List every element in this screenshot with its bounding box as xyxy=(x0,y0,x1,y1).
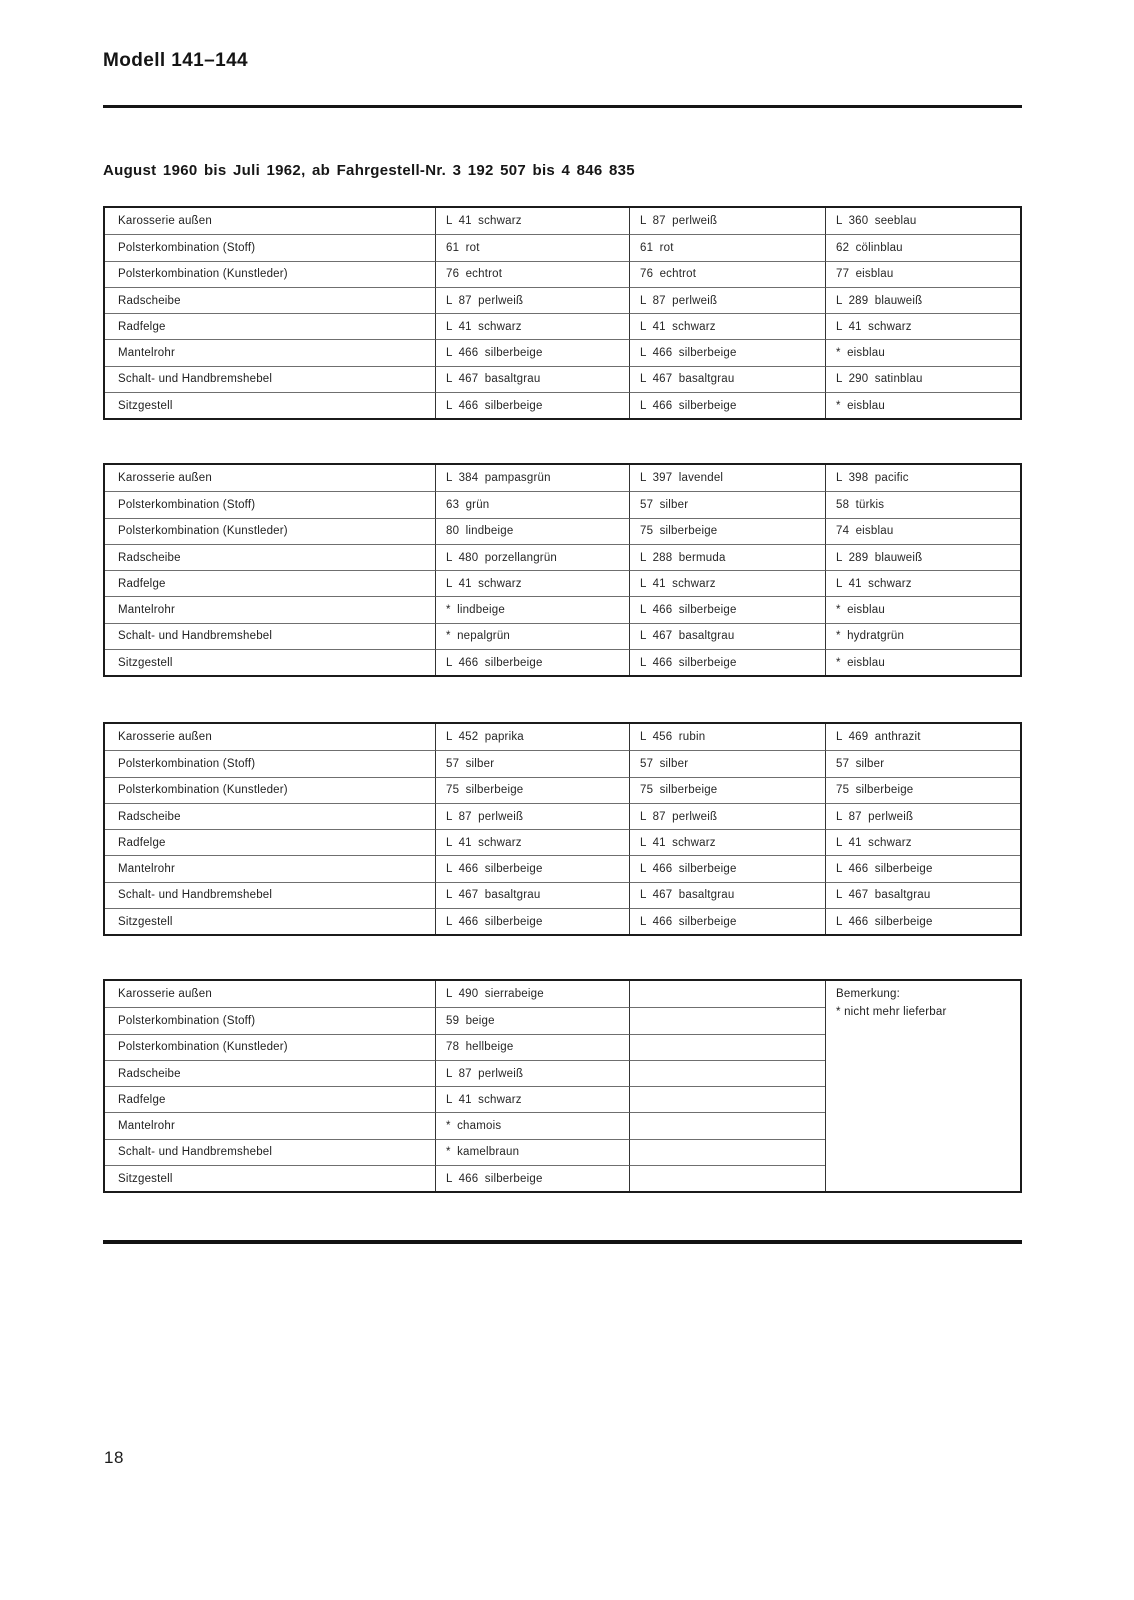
value-cell: 77 eisblau xyxy=(825,261,1020,287)
value-cell: L 41 schwarz xyxy=(435,1086,629,1112)
color-combination-table-4 xyxy=(103,979,1022,1193)
value-cell: 57 silber xyxy=(629,491,825,517)
value-cell: L 452 paprika xyxy=(435,724,629,750)
row-label: Sitzgestell xyxy=(105,1165,435,1191)
row-label: Schalt- und Handbremshebel xyxy=(105,366,435,392)
value-cell: L 87 perlweiß xyxy=(435,1060,629,1086)
value-cell: 75 silberbeige xyxy=(629,777,825,803)
remark-title: Bemerkung: xyxy=(836,988,901,1000)
value-cell: 75 silberbeige xyxy=(629,518,825,544)
value-cell xyxy=(629,1007,825,1033)
row-label: Mantelrohr xyxy=(105,1112,435,1138)
row-label: Polsterkombination (Stoff) xyxy=(105,491,435,517)
value-cell: L 467 basaltgrau xyxy=(825,882,1020,908)
page-header-title: Modell 141–144 xyxy=(103,50,249,71)
value-cell: L 41 schwarz xyxy=(435,570,629,596)
header-rule xyxy=(103,105,1022,108)
value-cell: L 466 silberbeige xyxy=(629,596,825,622)
value-cell: L 469 anthrazit xyxy=(825,724,1020,750)
value-cell: L 466 silberbeige xyxy=(435,392,629,418)
value-cell: L 466 silberbeige xyxy=(629,392,825,418)
value-cell: L 466 silberbeige xyxy=(629,908,825,934)
value-cell: 57 silber xyxy=(629,750,825,776)
value-cell: L 87 perlweiß xyxy=(629,287,825,313)
footer-rule xyxy=(103,1240,1022,1244)
remark-text: * nicht mehr lieferbar xyxy=(836,1005,947,1018)
value-cell: 76 echtrot xyxy=(629,261,825,287)
value-cell: L 467 basaltgrau xyxy=(435,882,629,908)
row-label: Radfelge xyxy=(105,313,435,339)
value-cell xyxy=(629,1165,825,1191)
value-cell: L 41 schwarz xyxy=(629,313,825,339)
value-cell: L 467 basaltgrau xyxy=(435,366,629,392)
value-cell: L 467 basaltgrau xyxy=(629,882,825,908)
value-cell: L 87 perlweiß xyxy=(629,803,825,829)
value-cell: L 467 basaltgrau xyxy=(629,623,825,649)
row-label: Karosserie außen xyxy=(118,731,212,744)
value-cell xyxy=(629,1034,825,1060)
value-cell: L 467 basaltgrau xyxy=(629,366,825,392)
value-cell: 61 rot xyxy=(629,234,825,260)
value-cell: L 466 silberbeige xyxy=(435,1165,629,1191)
row-label: Sitzgestell xyxy=(105,649,435,675)
value-cell: L 41 schwarz xyxy=(435,313,629,339)
value-cell: 76 echtrot xyxy=(435,261,629,287)
row-label: Radscheibe xyxy=(105,287,435,313)
row-label: Radfelge xyxy=(105,829,435,855)
value-cell: L 87 perlweiß xyxy=(825,803,1020,829)
value-cell: L 290 satinblau xyxy=(825,366,1020,392)
row-label: Schalt- und Handbremshebel xyxy=(105,623,435,649)
row-label: Radfelge xyxy=(105,1086,435,1112)
value-cell: L 466 silberbeige xyxy=(825,908,1020,934)
value-cell: 62 cölinblau xyxy=(825,234,1020,260)
value-cell: L 41 schwarz xyxy=(435,208,629,234)
row-label: Polsterkombination (Stoff) xyxy=(105,1007,435,1033)
value-cell xyxy=(629,1139,825,1165)
value-cell: 74 eisblau xyxy=(825,518,1020,544)
value-cell: L 41 schwarz xyxy=(825,829,1020,855)
value-cell: L 480 porzellangrün xyxy=(435,544,629,570)
row-label: Polsterkombination (Kunstleder) xyxy=(105,777,435,803)
row-label: Schalt- und Handbremshebel xyxy=(105,882,435,908)
value-cell: L 41 schwarz xyxy=(435,829,629,855)
row-label: Schalt- und Handbremshebel xyxy=(105,1139,435,1165)
row-label: Polsterkombination (Kunstleder) xyxy=(105,1034,435,1060)
row-label: Polsterkombination (Kunstleder) xyxy=(105,261,435,287)
value-cell: L 397 lavendel xyxy=(629,465,825,491)
value-cell: 75 silberbeige xyxy=(435,777,629,803)
value-cell: * lindbeige xyxy=(435,596,629,622)
value-cell xyxy=(629,1086,825,1112)
value-cell: L 41 schwarz xyxy=(629,570,825,596)
row-label: Mantelrohr xyxy=(105,339,435,365)
value-cell: * hydratgrün xyxy=(825,623,1020,649)
value-cell: L 466 silberbeige xyxy=(825,855,1020,881)
value-cell: L 466 silberbeige xyxy=(435,908,629,934)
row-label: Sitzgestell xyxy=(105,908,435,934)
row-label: Sitzgestell xyxy=(105,392,435,418)
value-cell: L 41 schwarz xyxy=(825,570,1020,596)
value-cell: L 466 silberbeige xyxy=(435,649,629,675)
value-cell xyxy=(629,1112,825,1138)
value-cell: 57 silber xyxy=(435,750,629,776)
row-label: Polsterkombination (Stoff) xyxy=(105,234,435,260)
value-cell: * eisblau xyxy=(825,339,1020,365)
value-cell: L 466 silberbeige xyxy=(629,855,825,881)
value-cell: L 41 schwarz xyxy=(629,829,825,855)
value-cell: * eisblau xyxy=(825,649,1020,675)
value-cell: L 87 perlweiß xyxy=(435,287,629,313)
color-combination-table-3 xyxy=(103,722,1022,936)
value-cell: L 466 silberbeige xyxy=(435,855,629,881)
value-cell: L 87 perlweiß xyxy=(435,803,629,829)
value-cell: L 360 seeblau xyxy=(825,208,1020,234)
value-cell: 78 hellbeige xyxy=(435,1034,629,1060)
value-cell: 58 türkis xyxy=(825,491,1020,517)
value-cell: L 456 rubin xyxy=(629,724,825,750)
row-label: Radfelge xyxy=(105,570,435,596)
row-label: Mantelrohr xyxy=(105,596,435,622)
value-cell: 75 silberbeige xyxy=(825,777,1020,803)
value-cell: 59 beige xyxy=(435,1007,629,1033)
value-cell: L 466 silberbeige xyxy=(435,339,629,365)
value-cell: L 41 schwarz xyxy=(825,313,1020,339)
value-cell: L 289 blauweiß xyxy=(825,544,1020,570)
section-title: August 1960 bis Juli 1962, ab Fahrgestell-Nr. 3 192 507 bis 4 846 835 xyxy=(103,162,635,179)
value-cell: * kamelbraun xyxy=(435,1139,629,1165)
color-combination-table-1 xyxy=(103,206,1022,420)
value-cell: L 384 pampasgrün xyxy=(435,465,629,491)
value-cell xyxy=(629,981,825,1007)
value-cell: L 288 bermuda xyxy=(629,544,825,570)
value-cell: * nepalgrün xyxy=(435,623,629,649)
page-number: 18 xyxy=(104,1448,124,1467)
row-label: Polsterkombination (Kunstleder) xyxy=(105,518,435,544)
value-cell: L 289 blauweiß xyxy=(825,287,1020,313)
value-cell: L 398 pacific xyxy=(825,465,1020,491)
value-cell: 63 grün xyxy=(435,491,629,517)
value-cell: 80 lindbeige xyxy=(435,518,629,544)
remark-cell xyxy=(825,981,1020,1191)
row-label: Mantelrohr xyxy=(105,855,435,881)
value-cell: * eisblau xyxy=(825,596,1020,622)
row-label: Karosserie außen xyxy=(118,988,212,1001)
row-label: Radscheibe xyxy=(105,1060,435,1086)
value-cell xyxy=(629,1060,825,1086)
value-cell: * chamois xyxy=(435,1112,629,1138)
row-label: Polsterkombination (Stoff) xyxy=(105,750,435,776)
value-cell: L 87 perlweiß xyxy=(629,208,825,234)
value-cell: 61 rot xyxy=(435,234,629,260)
row-label: Karosserie außen xyxy=(118,472,212,485)
value-cell: * eisblau xyxy=(825,392,1020,418)
row-label: Karosserie außen xyxy=(118,215,212,228)
value-cell: L 490 sierrabeige xyxy=(435,981,629,1007)
value-cell: 57 silber xyxy=(825,750,1020,776)
row-label: Radscheibe xyxy=(105,803,435,829)
row-label: Radscheibe xyxy=(105,544,435,570)
value-cell: L 466 silberbeige xyxy=(629,339,825,365)
color-combination-table-2 xyxy=(103,463,1022,677)
value-cell: L 466 silberbeige xyxy=(629,649,825,675)
